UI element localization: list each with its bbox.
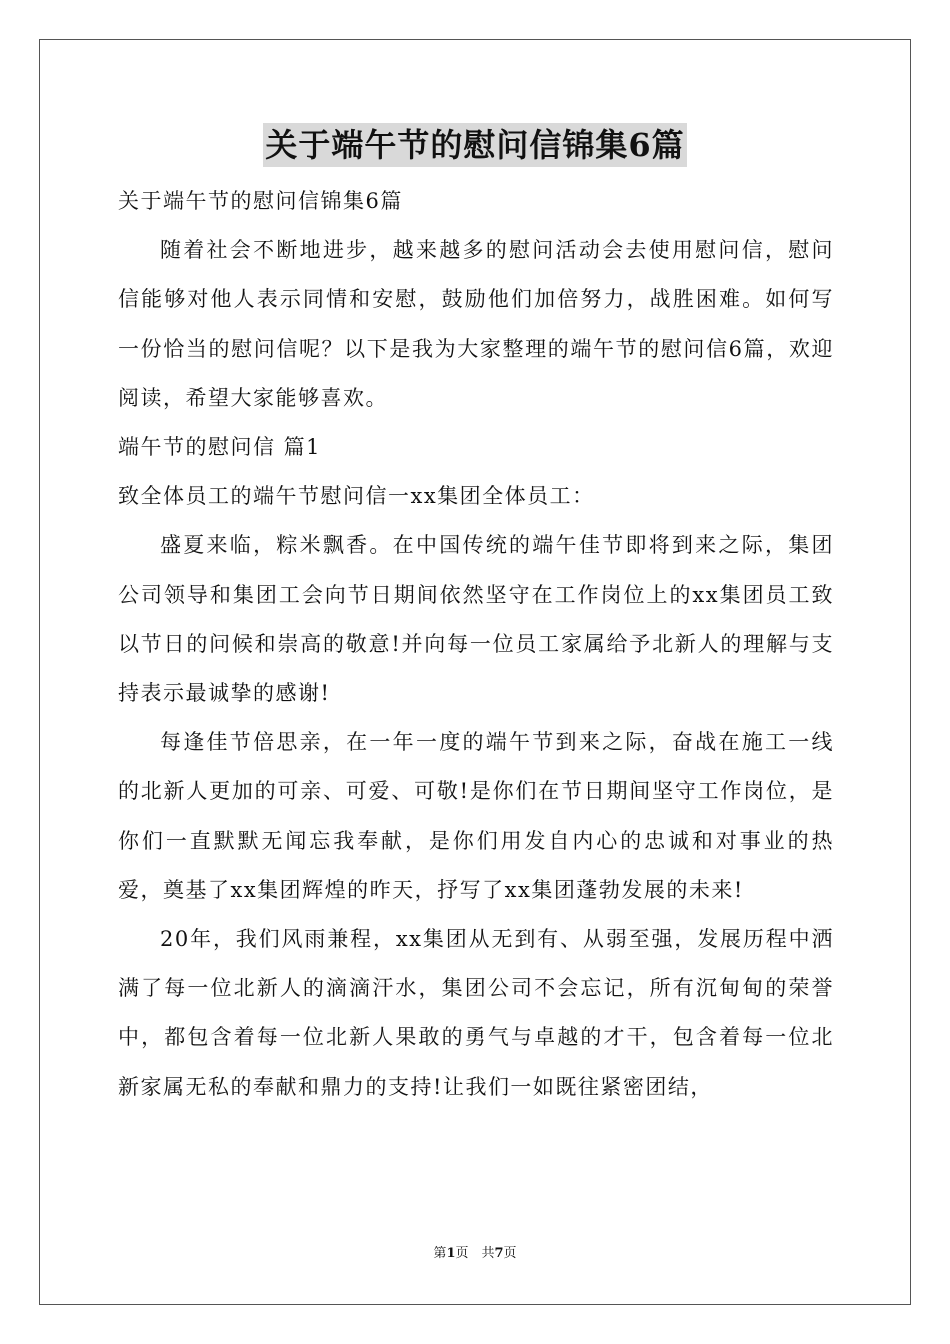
title-container (0, 123, 950, 167)
paragraph: 每逢佳节倍思亲，在一年一度的端午节到来之际，奋战在施工一线的北新人更加的可亲、可爱、可敬!是你们在节日期间坚守工作岗位，是你们一直默默无闻忘我奉献，是你们用发自内心的忠诚和对事业的热爱，奠基了xx集团辉煌的昨天，抒写了xx集团蓬勃发展的未来! (118, 730, 834, 902)
document-body (118, 177, 834, 1112)
paragraph: 20年，我们风雨兼程，xx集团从无到有、从弱至强，发展历程中洒满了每一位北新人的滴滴汗水，集团公司不会忘记，所有沉甸甸的荣誉中，都包含着每一位北新人果敢的勇气与卓越的才干，包含着每一位北新家属无私的奉献和鼎力的支持!让我们一如既往紧密团结， (118, 927, 834, 1099)
paragraph: 关于端午节的慰问信锦集6篇 (118, 189, 403, 213)
paragraph: 盛夏来临，粽米飘香。在中国传统的端午佳节即将到来之际，集团公司领导和集团工会向节日期间依然坚守在工作岗位上的xx集团员工致以节日的问候和崇高的敬意!并向每一位员工家属给予北新人的理解与支持表示最诚挚的感谢! (118, 533, 834, 706)
paragraph: 端午节的慰问信 篇1 (118, 435, 322, 460)
page-footer (0, 1245, 950, 1263)
page-label-prefix: 第 (433, 1246, 447, 1261)
document-title: 关于端午节的慰问信锦集6篇 (263, 123, 686, 167)
page-total-number: 7 (494, 1246, 504, 1261)
page-label-mid: 页 共 (455, 1246, 495, 1261)
page-current-number: 1 (446, 1246, 456, 1261)
paragraph: 随着社会不断地进步，越来越多的慰问活动会去使用慰问信，慰问信能够对他人表示同情和安慰，鼓励他们加倍努力，战胜困难。如何写一份恰当的慰问信呢？以下是我为大家整理的端午节的慰问信6篇，欢迎阅读，希望大家能够喜欢。 (118, 238, 834, 410)
paragraph: 致全体员工的端午节慰问信一xx集团全体员工： (118, 484, 595, 509)
page-label-suffix: 页 (503, 1246, 517, 1261)
